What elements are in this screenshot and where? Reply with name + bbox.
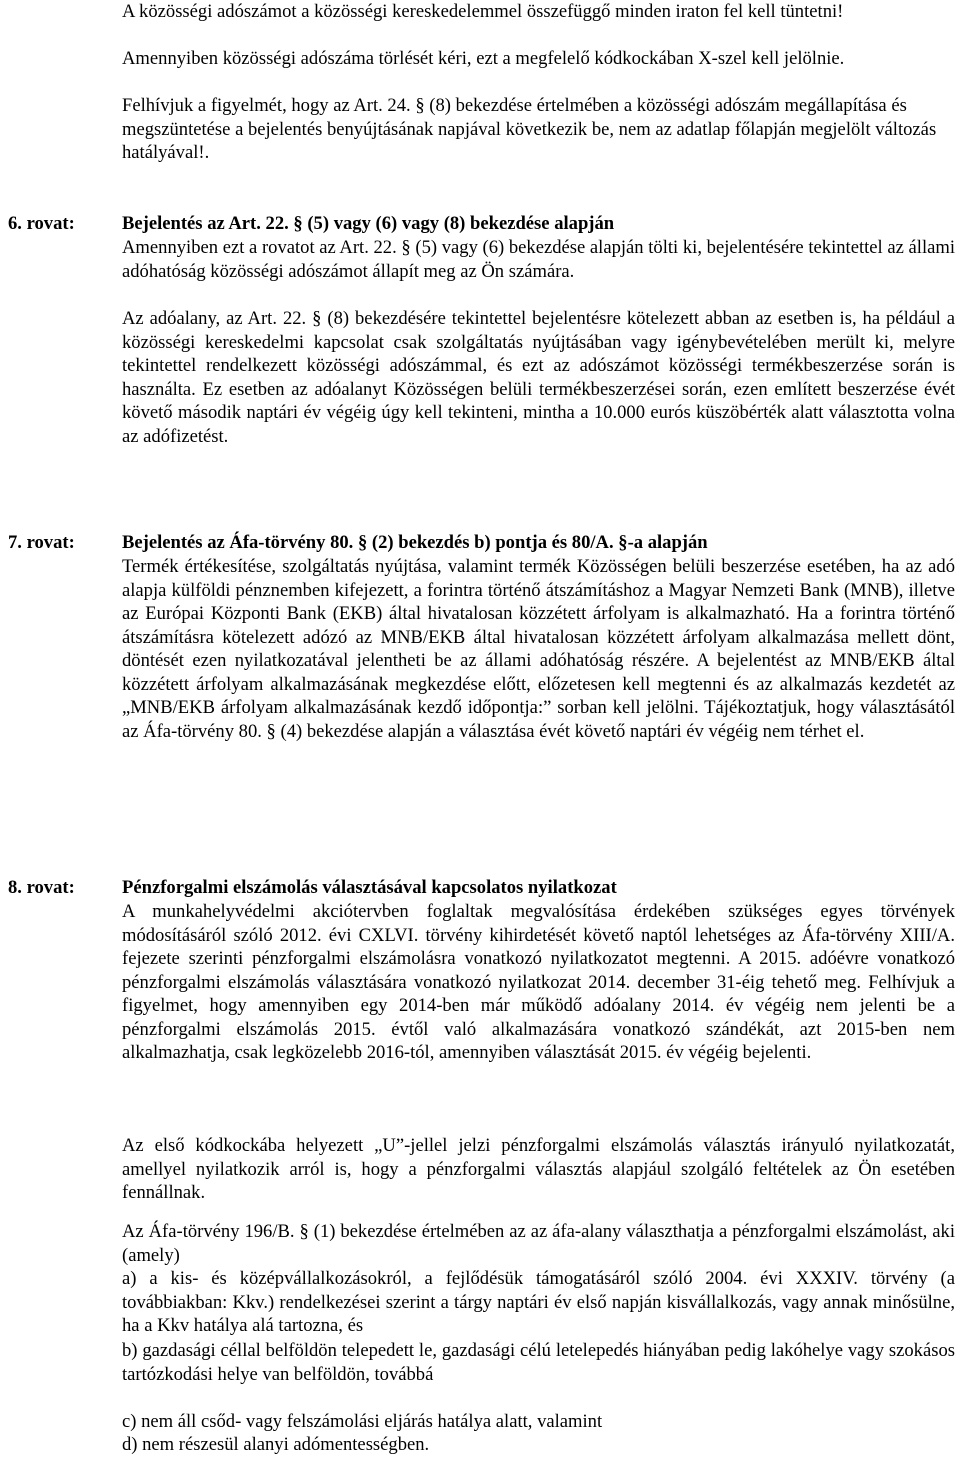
section-7-heading (8, 531, 958, 555)
section-6-heading (8, 212, 958, 236)
section-8-paragraph-6: c) nem áll csőd- vagy felszámolási eljárás hatálya alatt, valamint (122, 1411, 603, 1432)
intro-paragraph-1: A közösségi adószámot a közösségi kereskedelemmel összefüggő minden iraton fel kell tüntetni! (122, 1, 844, 22)
section-8-heading (8, 876, 958, 900)
section-7-paragraph-1: Termék értékesítése, szolgáltatás nyújtása, valamint termék Közösségen belüli beszerzése esetében, ha az adó alapja külföldi pénznemben kifejezett, a forintra történő átszámításhoz a Magyar Nemzeti Bank (MNB), illetve az Európai Központi Bank (EKB) által hivatalosan közzétett árfolyam is alkalmazható. Ha a forintra történő átszámításra kötelezett adózó az MNB/EKB által hivatalosan közzétett árfolyam alkalmazása mellett dönt, döntését ezen nyilatkozatával jelentheti be az állami adóhatóság részére. A bejelentést az MNB/EKB által közzétett árfolyam alkalmazásának megkezdése előtt, előzetesen kell megtenni és az alkalmazás kezdetét az „MNB/EKB árfolyam alkalmazásának kezdő időpontja:” sorban kell jelölni. Tájékoztatjuk, hogy választásától az Áfa-törvény 80. § (4) bekezdése alapján a választása évét követő naptári év végéig nem térhet el. (122, 556, 955, 742)
section-6-paragraph-1: Amennyiben ezt a rovatot az Art. 22. § (5) vagy (6) bekezdése alapján tölti ki, bejelentésére tekintettel az állami adóhatóság közösségi adószámot állapít meg az Ön számára. (122, 237, 955, 282)
section-8-paragraph-7: d) nem részesül alanyi adómentességben. (122, 1434, 430, 1455)
section-8-paragraph-1: A munkahelyvédelmi akciótervben foglaltak megvalósítása érdekében szükséges egyes törvények módosításáról szóló 2012. évi CXLVI. törvény kihirdetését követő naptól lehetséges az Áfa-törvény XIII/A. fejezete szerinti pénzforgalmi elszámolásra vonatkozó nyilatkozatot megtenni. A 2015. adóévre vonatkozó pénzforgalmi elszámolás választására vonatkozó nyilatkozat 2014. december 31-éig tehető meg. Felhívjuk a figyelmet, hogy amennyiben egy 2014-ben már működő adóalany 2014. év végéig nem jelenti be a pénzforgalmi elszámolás 2015. évtől való alkalmazására vonatkozó szándékát, azt 2015-ben nem alkalmazhatja, csak legközelebb 2016-tól, amennyiben választását 2015. év végéig bejelenti. (122, 901, 955, 1063)
section-8-paragraph-5: b) gazdasági céllal belföldön telepedett le, gazdasági célú letelepedés hiányában pedig lakóhelye vagy szokásos tartózkodási helye van belföldön, továbbá (122, 1340, 955, 1385)
intro-paragraph-2: Amennyiben közösségi adószáma törlését kéri, ezt a megfelelő kódkockában X-szel kell jelölnie. (122, 48, 845, 69)
section-8-paragraph-4: a) a kis- és középvállalkozásokról, a fejlődésük támogatásáról szóló 2004. évi XXXIV. törvény (a továbbiakban: Kkv.) rendelkezései szerint a tárgy naptári év első napján kisvállalkozás, vagy annak minősülne, ha a Kkv hatálya alá tartozna, és (122, 1268, 955, 1336)
section-7-title: Bejelentés az Áfa-törvény 80. § (2) bekezdés b) pontja és 80/A. §-a alapján (122, 532, 708, 553)
section-8-paragraph-3: Az Áfa-törvény 196/B. § (1) bekezdése értelmében az az áfa-alany választhatja a pénzforgalmi elszámolást, aki (amely) (122, 1221, 955, 1266)
section-6-paragraph-2: Az adóalany, az Art. 22. § (8) bekezdésére tekintettel bejelentésre kötelezett abban az esetben is, ha például a közösségi kereskedelmi kapcsolat csak szolgáltatás nyújtásában vagy igénybevételében merült ki, melyre tekintettel rendelkezett közösségi adószámmal, és ezt az adószámot közösségi termékbeszerzése során is használta. Ez esetben az adóalanyt Közösségen belüli termékbeszerzései során, ezen említett beszerzése évét követő második naptári év végéig úgy kell tekinteni, mintha a 10.000 eurós küszöbérték alatt választotta volna az adófizetést. (122, 308, 955, 447)
section-7-number: 7. rovat: (8, 532, 75, 553)
section-8-number: 8. rovat: (8, 877, 75, 898)
section-6-title: Bejelentés az Art. 22. § (5) vagy (6) vagy (8) bekezdése alapján (122, 213, 615, 234)
section-8-title: Pénzforgalmi elszámolás választásával kapcsolatos nyilatkozat (122, 877, 617, 898)
section-8-paragraph-2: Az első kódkockába helyezett „U”-jellel jelzi pénzforgalmi elszámolás választás irányuló nyilatkozatát, amellyel nyilatkozik arról is, hogy a pénzforgalmi választás alapjául szolgáló feltételek az Ön esetében fennállnak. (122, 1135, 955, 1203)
intro-paragraph-3: Felhívjuk a figyelmét, hogy az Art. 24. § (8) bekezdése értelmében a közösségi adószám megállapítása és megszüntetése a bejelentés benyújtásának napjával következik be, nem az adatlap főlapján megjelölt változás hatályával!. (122, 95, 937, 163)
section-6-number: 6. rovat: (8, 213, 75, 234)
